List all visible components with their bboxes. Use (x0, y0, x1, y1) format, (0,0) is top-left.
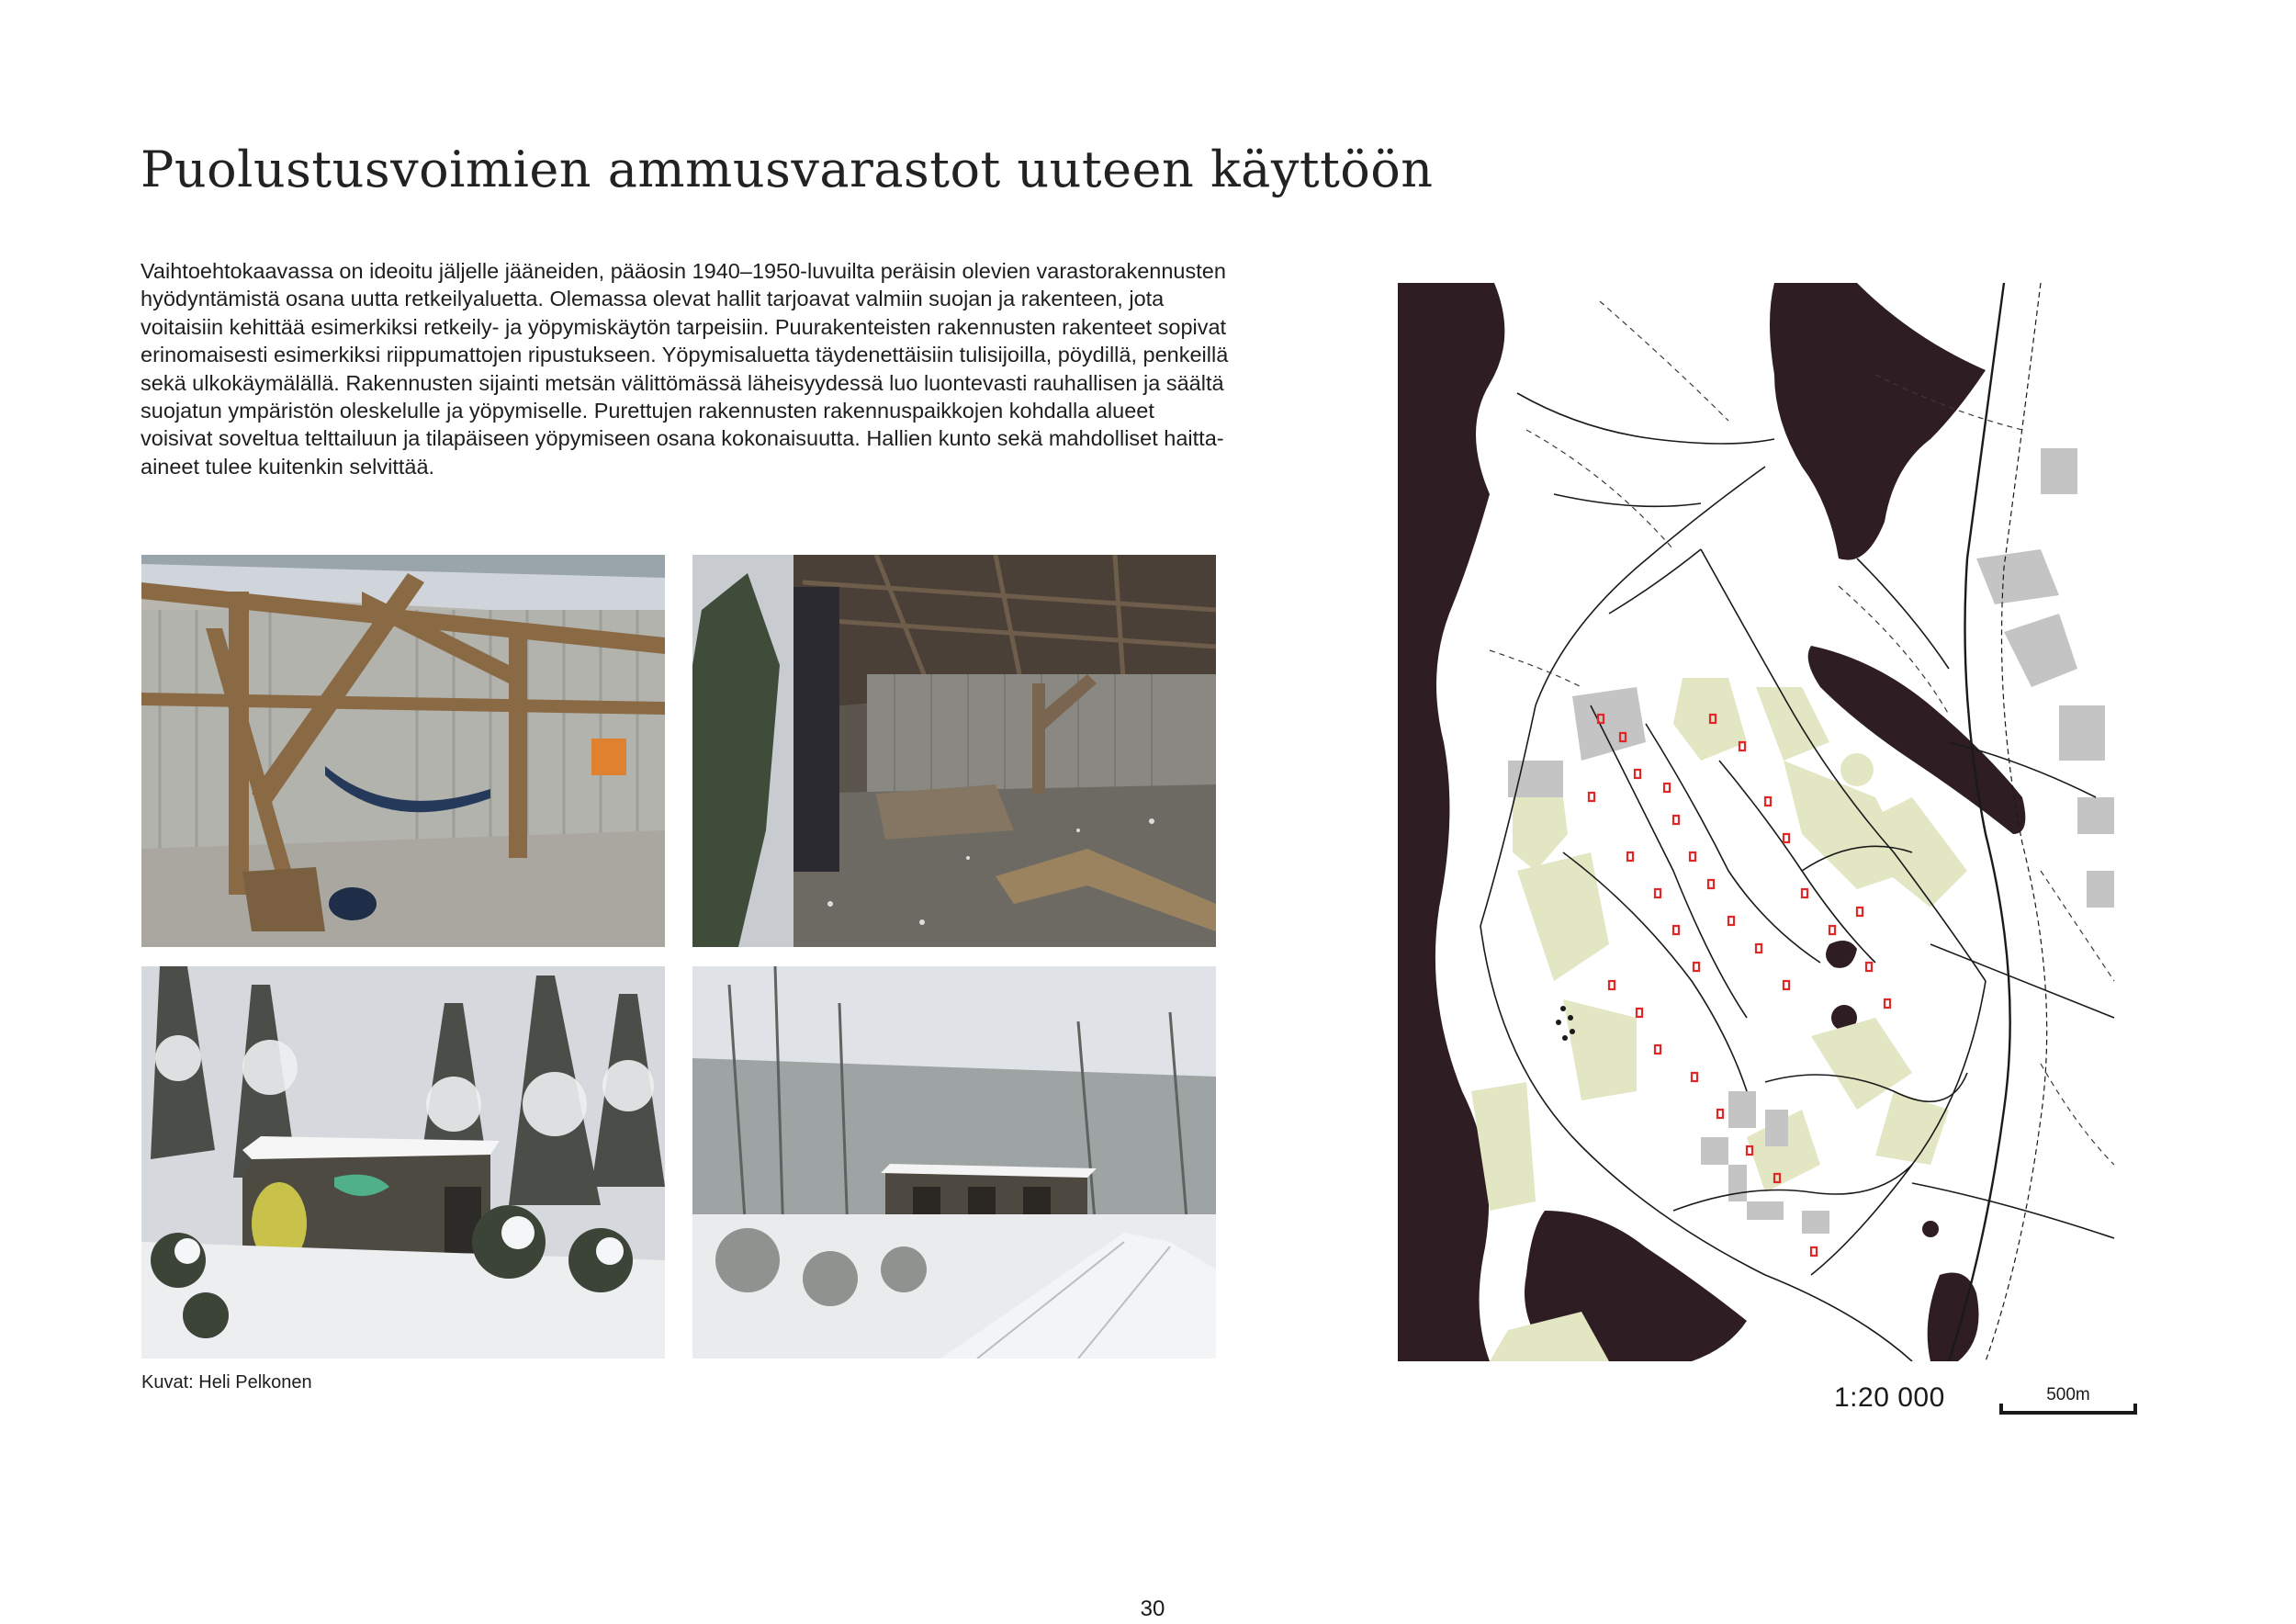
photo-hall-snowy-road (692, 966, 1216, 1359)
page-number: 30 (1140, 1596, 1165, 1621)
photo-caption: Kuvat: Heli Pelkonen (141, 1372, 312, 1393)
page-title: Puolustusvoimien ammusvarastot uuteen käyttöön (141, 141, 1434, 198)
body-paragraph: Vaihtoehtokaavassa on ideoitu jäljelle jääneiden, pääosin 1940–1950-luvuilta peräisin olevien varastorakennusten hyödyntämistä osana uutta retkeilyaluetta. Olemassa olevat hallit tarjoavat valmiin suojan ja rakenteen, jota voitaisiin kehittää esimerkiksi retkeily- ja yöpymiskäytön tarpeisiin. Puurakenteisten rakennusten rakenteet sopivat erinomaisesti esimerkiksi riippumattojen ripustukseen. Yöpymisaluetta täydenettäisiin tulisijoilla, pöydillä, penkeillä sekä ulkokäymälällä. Rakennusten sijainti metsän välittömässä läheisyydessä luo luontevasti rauhallisen ja säältä suojatun ympäristön oleskelulle ja yöpymiselle. Purettujen rakennusten rakennuspaikkojen kohdalla alueet voisivat soveltua telttailuun ja tilapäiseen yöpymiseen osana kokonaisuutta. Hallien kunto sekä mahdolliset haitta-aineet tulee kuitenkin selvittää. (141, 259, 1229, 479)
photo-hall-interior (692, 555, 1216, 947)
map-scale-ratio: 1:20 000 (1834, 1382, 1945, 1413)
site-map (1398, 283, 2136, 1361)
map-scale-bar (1999, 1385, 2137, 1415)
scale-bar-label: 500m (2046, 1385, 2090, 1404)
photo-hammock-in-shelter (141, 555, 665, 947)
photo-graffiti-shed (141, 966, 665, 1359)
